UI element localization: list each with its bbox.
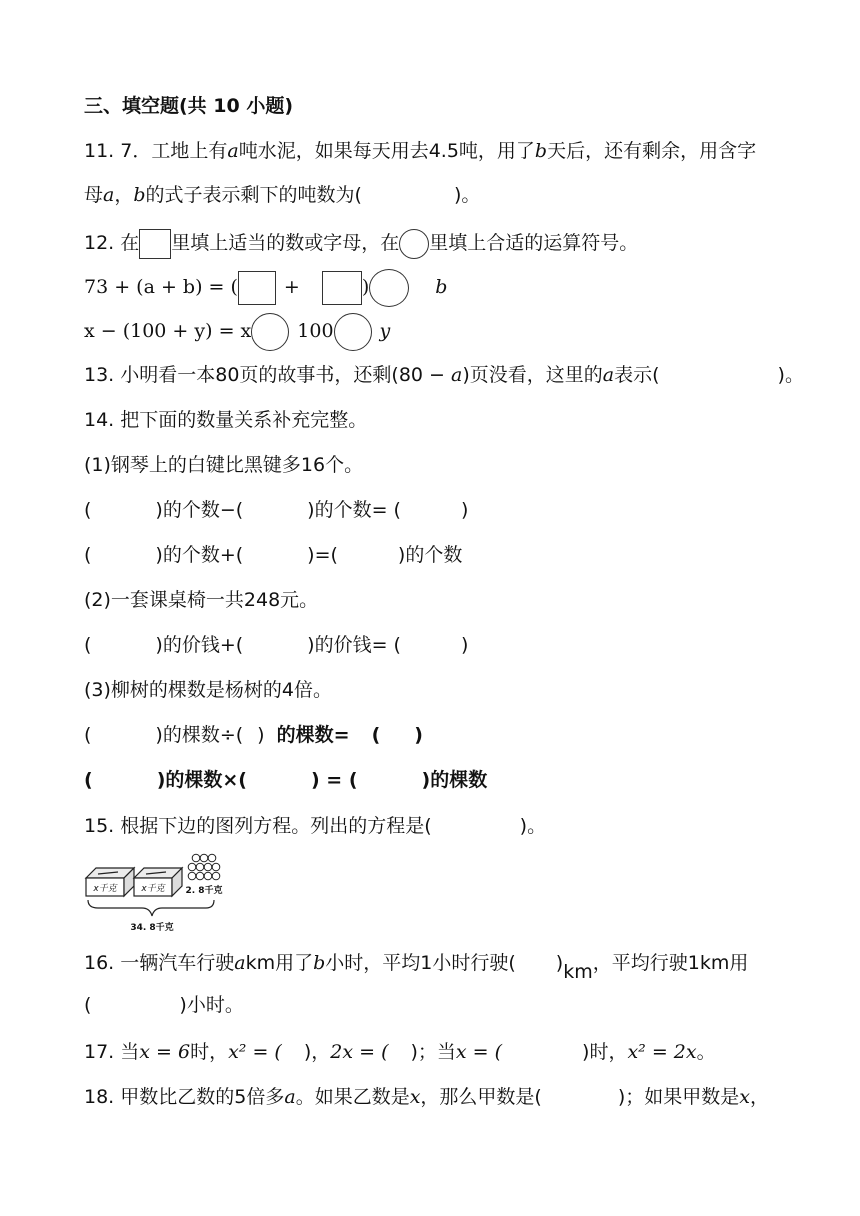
answer-circle-1[interactable] xyxy=(369,269,409,307)
answer-square-2[interactable] xyxy=(322,271,362,305)
q15-diagram xyxy=(84,850,234,936)
total-label: 34. 8千克 xyxy=(130,923,174,933)
q14-part3-line2: ( )的棵数×( ) = ( )的棵数 xyxy=(84,769,488,791)
square-box-icon xyxy=(139,229,171,259)
q16-line1: 16. 一辆汽车行驶akm用了b小时，平均1小时行驶( )km，平均行驶1km用 xyxy=(84,952,749,983)
apples-label: 2. 8千克 xyxy=(185,886,223,896)
q14-intro: 14. 把下面的数量关系补充完整。 xyxy=(84,409,368,431)
brace-icon xyxy=(88,900,214,916)
q15-line: 15. 根据下边的图列方程。列出的方程是( )。 xyxy=(84,815,547,837)
q12-equation-1: 73 + (a + b) = ( + ) b xyxy=(84,268,447,307)
box-label: x千克 xyxy=(93,884,117,894)
circle-icon xyxy=(399,229,429,259)
q12-intro: 12. 在 里填上适当的数或字母，在 里填上合适的运算符号。 xyxy=(84,226,638,260)
q14-part2: (2)一套课桌椅一共248元。 xyxy=(84,589,319,611)
q13-line: 13. 小明看一本80页的故事书，还剩(80 − a)页没看，这里的a表示( )。 xyxy=(84,364,804,386)
q12-equation-2: x − (100 + y) = x 100 y xyxy=(84,312,390,351)
section-title: 三、填空题(共 10 小题) xyxy=(84,95,294,117)
q16-line2: ( )小时。 xyxy=(84,994,244,1016)
q14-part3-line1: ( )的棵数÷( ) 的棵数= ( ) xyxy=(84,724,423,746)
q14-part1: (1)钢琴上的白键比黑键多16个。 xyxy=(84,454,364,476)
answer-circle-3[interactable] xyxy=(334,313,372,351)
q11-line2: 母a，b的式子表示剩下的吨数为( )。 xyxy=(84,184,481,206)
q18-line: 18. 甲数比乙数的5倍多a。如果乙数是x，那么甲数是( )；如果甲数是x， xyxy=(84,1086,769,1108)
q11-line1: 11. 7．工地上有a吨水泥，如果每天用去4.5吨，用了b天后，还有剩余，用含字 xyxy=(84,140,757,162)
answer-circle-2[interactable] xyxy=(251,313,289,351)
q14-part3: (3)柳树的棵数是杨树的4倍。 xyxy=(84,679,333,701)
q17-line: 17. 当x = 6时，x² = ( )，2x = ( )；当x = ( )时，x² = 2x。 xyxy=(84,1041,716,1063)
box-label: x千克 xyxy=(141,884,165,894)
q14-part1-line1: ( )的个数−( )的个数= ( ) xyxy=(84,499,469,521)
answer-square-1[interactable] xyxy=(238,271,276,305)
apples-icon xyxy=(188,854,220,880)
q14-part2-line1: ( )的价钱+( )的价钱= ( ) xyxy=(84,634,469,656)
q14-part1-line2: ( )的个数+( )=( )的个数 xyxy=(84,544,463,566)
